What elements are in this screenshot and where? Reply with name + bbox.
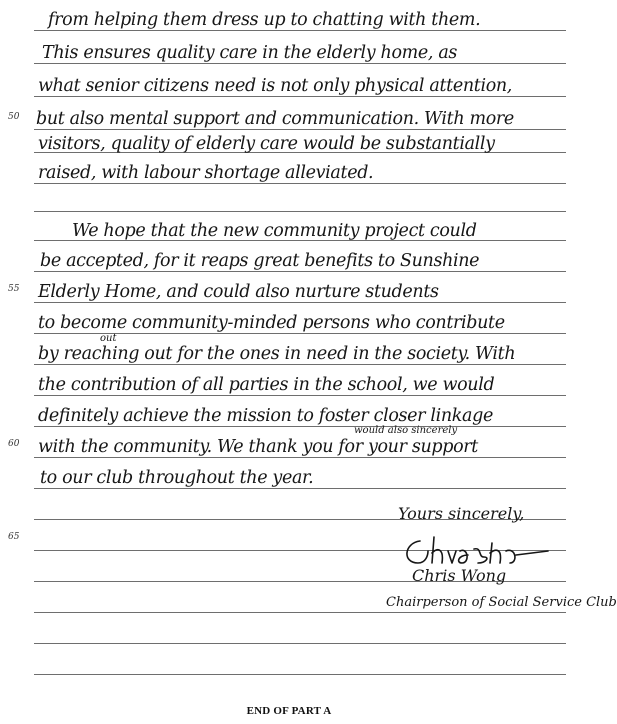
handwritten-line: from helping them dress up to chatting with them.	[48, 10, 481, 30]
ruled-line	[34, 426, 566, 427]
ruled-line	[34, 96, 566, 97]
ruled-line	[34, 488, 566, 489]
handwritten-line: raised, with labour shortage alleviated.	[38, 163, 374, 183]
signature-icon	[398, 533, 558, 569]
ruled-line	[34, 271, 566, 272]
ruled-line	[34, 364, 566, 365]
handwritten-line: by reaching out for the ones in need in the society. With	[38, 344, 516, 364]
handwritten-line: with the community. We thank you for your support	[38, 437, 478, 457]
handwritten-line: be accepted, for it reaps great benefits to Sunshine	[40, 251, 480, 271]
handwritten-line: Elderly Home, and could also nurture students	[38, 282, 439, 302]
line-number: 65	[8, 532, 20, 542]
line-number: 55	[8, 284, 20, 294]
ruled-line	[34, 643, 566, 644]
handwritten-line: We hope that the new community project could	[72, 221, 477, 241]
handwritten-line: what senior citizens need is not only physical attention,	[38, 76, 513, 96]
salutation: Yours sincerely,	[398, 504, 525, 523]
handwritten-line: visitors, quality of elderly care would be substantially	[38, 134, 495, 154]
handwritten-insertion: would also sincerely	[354, 425, 458, 436]
line-number: 50	[8, 112, 20, 122]
handwritten-insertion: out	[100, 333, 117, 344]
part-end-footer: END OF PART A	[246, 705, 332, 717]
signatory-title: Chairperson of Social Service Club	[386, 595, 617, 610]
ruled-line	[34, 457, 566, 458]
ruled-line	[34, 63, 566, 64]
ruled-line	[34, 30, 566, 31]
line-number: 60	[8, 439, 20, 449]
ruled-line	[34, 302, 566, 303]
ruled-line	[34, 612, 566, 613]
ruled-line	[34, 674, 566, 675]
handwritten-line: This ensures quality care in the elderly home, as	[42, 43, 458, 63]
ruled-line	[34, 183, 566, 184]
handwritten-line: to our club throughout the year.	[40, 468, 314, 488]
ruled-line	[34, 129, 566, 130]
handwritten-line: but also mental support and communication. With more	[36, 109, 514, 129]
ruled-line	[34, 395, 566, 396]
handwritten-line: the contribution of all parties in the school, we would	[38, 375, 495, 395]
ruled-line	[34, 211, 566, 212]
handwritten-line: definitely achieve the mission to foster closer linkage	[38, 406, 493, 426]
printed-name: Chris Wong	[412, 566, 507, 585]
handwritten-line: to become community-minded persons who contribute	[38, 313, 505, 333]
